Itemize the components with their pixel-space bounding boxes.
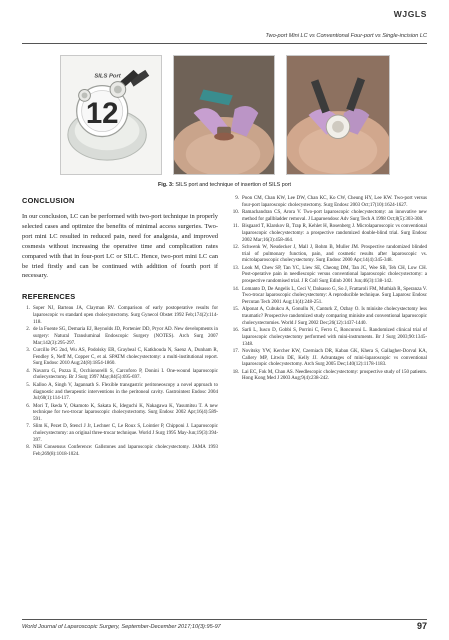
sils-port-illustration: [61, 56, 161, 174]
left-column: [22, 196, 218, 459]
reference-number: 15.: [232, 307, 239, 313]
figure-caption-text: SILS port and technique of insertion of SILS port: [173, 182, 292, 188]
reference-text: Sarli L, Iusco D, Gobbi S, Porrini C, Ferro C, Roncoroni L. Randomized clinical trial of laparoscopic cholecystectomy performed with mini-instruments. Br J Surg 2003;90:1345-1348.: [242, 328, 427, 347]
reference-number: 6.: [26, 403, 30, 409]
reference-item: [231, 224, 427, 244]
port-insertion-photo: [174, 56, 274, 174]
reference-text: Lomanto D, De Angelis L, Ceci V, Dalsasso G, So J, Frattaroli FM, Muthiah R, Speranza V. Two-trocar laparoscopic cholecystectomy: A reproducible technique. Surg Laparosc Endosc Percutan Tech 2001 Aug;11(4):248-251.: [242, 286, 427, 305]
reference-text: Ramachandran CS, Arora V. Two-port laparoscopic cholecystectomy: an innovative new method for gallbladder removal. J Laparoendosc Adv Surg Tech A 1998 Oct;8(5):303-308.: [242, 210, 427, 222]
reference-number: 12.: [232, 244, 239, 250]
port-brand-label: SILS Port: [94, 73, 121, 80]
figure-3: [60, 55, 390, 175]
running-title: Two-port Mini LC vs Conventional Four-port vs Single-incision LC: [265, 33, 427, 39]
reference-item: [22, 369, 218, 382]
reference-number: 8.: [26, 445, 30, 451]
reference-text: Slim K, Pezet D, Stencl J Jr, Lechner C, Le Roux S, Lointier P, Chipponi J. Laparoscopic cholecystectomy: an original three-trocar technique. World J Surg 1995 May-Jun;19(3):394-397.: [33, 424, 218, 443]
reference-item: [231, 210, 427, 223]
reference-item: [231, 245, 427, 265]
conclusion-paragraph: In our conclusion, LC can be performed with two-port technique in properly selected cases and optimize the benefits of minimal access surgeries. Two-port mini LC resulted in reduced pain, need for analgesia, and improved cosmesis without increasing the operative time and complication rates compared with that in four-port LC or SILC. Hence, two-port mini LC can be tried firstly and can be continued with addition of fourth port if necessary.: [22, 213, 218, 280]
reference-item: [231, 287, 427, 307]
reference-item: [22, 424, 218, 444]
figure-panel-port-insertion: [173, 55, 275, 175]
reference-number: 7.: [26, 424, 30, 430]
figure-caption: [0, 182, 449, 188]
reference-item: [22, 348, 218, 368]
reference-item: [22, 383, 218, 403]
figure-panel-port-in-situ: [286, 55, 390, 175]
reference-number: 1.: [26, 306, 30, 312]
reference-text: Kalloo A, Singh V, Jagannath S. Flexible transgastric peritoneoscopy a novel approach to diagnostic and therapeutic interventions in the peritoneal cavity. Gastrointest Endosc 2004 Jul;60(1):114-117.: [33, 382, 218, 402]
reference-item: [231, 196, 427, 209]
conclusion-heading: CONCLUSION: [22, 196, 75, 205]
journal-citation-footer: World Journal of Laparoscopic Surgery, September-December 2017;10(3):95-97: [22, 624, 221, 630]
reference-item: [231, 307, 427, 327]
reference-text: Curcillo PG 2nd, Wu AS, Podolsky ER, Graybeal C, Katkhouda N, Saenz A, Dunham R, Fendley S, Neff M, Copper C, et al. SPATM cholecystectomy: a multi-institutional report. Surg Endosc 2010 Aug;24(8):1854-1860.: [33, 347, 218, 367]
reference-text: Poon CM, Chan KW, Lee DW, Chan KC, Ko CW, Cheung HY, Lee KW. Two-port versus four-port laparoscopic cholecystectomy. Surg Endosc 2003 Oct;17(10):1624-1627.: [242, 196, 427, 208]
reference-list-left: [22, 306, 218, 458]
reference-number: 5.: [26, 382, 30, 388]
references-heading: REFERENCES: [22, 292, 76, 302]
reference-item: [22, 404, 218, 424]
reference-item: [231, 349, 427, 369]
reference-number: 3.: [26, 347, 30, 353]
reference-text: Look M, Chew SP, Tan YC, Liew SE, Cheong DM, Tan JC, Wee SB, Teh CH, Low CH. Post-operative pain in needlescopic versus conventional laparoscopic cholecystectomy: a prospective randomised trial. J R Coll Surg Edinb 2001 Jun;46(3):138-142.: [242, 265, 427, 285]
reference-number: 17.: [232, 348, 239, 354]
reference-list-right: [231, 196, 427, 383]
footer-rule: [22, 619, 427, 620]
port-in-situ-photo: [287, 56, 389, 174]
reference-text: NIH Consensus Conference: Gallstones and laparoscopic cholecystectomy. JAMA 1993 Feb;269(8):1018-1024.: [33, 445, 218, 457]
reference-number: 16.: [232, 328, 239, 334]
reference-number: 2.: [26, 327, 30, 333]
journal-tag: WJGLS: [393, 9, 427, 19]
reference-item: [231, 266, 427, 286]
header-rule: [22, 43, 427, 44]
reference-text: Lai EC, Fok M, Chan AS. Needlescopic cholecystectomy: prospective study of 150 patients. Hong Kong Med J 2003 Aug;9(4):238-242.: [242, 369, 427, 382]
reference-text: de la Fuente SG, Demaria EJ, Reynolds JD, Portenier DD, Pryor AD. New developments in surgery: Natural Transluminal Endoscopic Surgery (NOTES). Arch Surg 2007 Mar;142(3):295-297.: [33, 327, 218, 346]
reference-text: Novitsky YW, Kercher KW, Czerniach DR, Kaban GK, Khera S, Gallagher-Dorval KA, Callery MP, Litwin DE, Kelly JJ. Advantages of mini-laparoscopic vs conventional laparoscopic cholecystectomy. Arch Surg 2005 Dec;140(12):1178-1183.: [242, 348, 427, 368]
figure-label: Fig. 3:: [157, 182, 174, 188]
reference-text: Bisgaard T, Klarskov B, Trap R, Kehlet H, Rosenberg J. Microlaparoscopic vs conventional laparoscopic cholecystectomy: a prospective randomized double-blind trial. Surg Endosc 2002 Mar;16(3):458-464.: [242, 224, 427, 243]
port-number-label: 12: [85, 96, 119, 130]
reference-text: Mori T, Ikeda Y, Okamoto K, Sakata K, Ideguchi K, Nakagawa K, Yasumitsu T. A new technique for two-trocar laparoscopic cholecystectomy. Surg Endosc 2002 Apr;16(4):589-591.: [33, 403, 218, 423]
right-column: [231, 196, 427, 384]
reference-text: Navarra G, Pozza E, Occhionorelli S, Carcoforo P, Donini I. One-wound laparoscopic cholecystectomy. Br J Surg 1997 May;84(5):695-697.: [33, 368, 218, 381]
reference-item: [231, 370, 427, 383]
reference-number: 18.: [232, 369, 239, 375]
reference-number: 10.: [232, 210, 239, 216]
page-number: 97: [416, 621, 427, 631]
reference-text: Schwenk W, Neudecker J, Mall J, Bohm B, Muller JM. Prospective randomized blinded trial of pulmonary function, pain, and cosmetic results after laparoscopic vs. microlaparoscopic cholecystectomy. Surg Endosc 2000 Apr;14(4):345-348.: [242, 244, 427, 264]
reference-number: 11.: [232, 224, 239, 230]
figure-panel-sils-port: [60, 55, 162, 175]
reference-item: [22, 445, 218, 458]
reference-item: [22, 306, 218, 326]
reference-text: Alponat A, Cubukcu A, Gonullu N, Canturk Z, Ozbay O. Is minisite cholecystectomy less traumatic? Prospective randomized study comparing minisite and conventional laparoscopic cholecystectomies. World J Surg 2002 Dec;26(12):1437-1440.: [242, 307, 427, 326]
reference-item: [231, 328, 427, 348]
reference-number: 14.: [232, 286, 239, 292]
reference-number: 9.: [235, 196, 239, 201]
reference-number: 4.: [26, 368, 30, 374]
reference-text: Soper NJ, Barteau JA, Clayman RV. Comparison of early postoperative results for laparoscopic vs standard open cholecystectomy. Surg Gynecol Obstet 1992 Feb;174(2):114-118.: [33, 306, 218, 325]
reference-item: [22, 327, 218, 347]
reference-number: 13.: [232, 265, 239, 271]
